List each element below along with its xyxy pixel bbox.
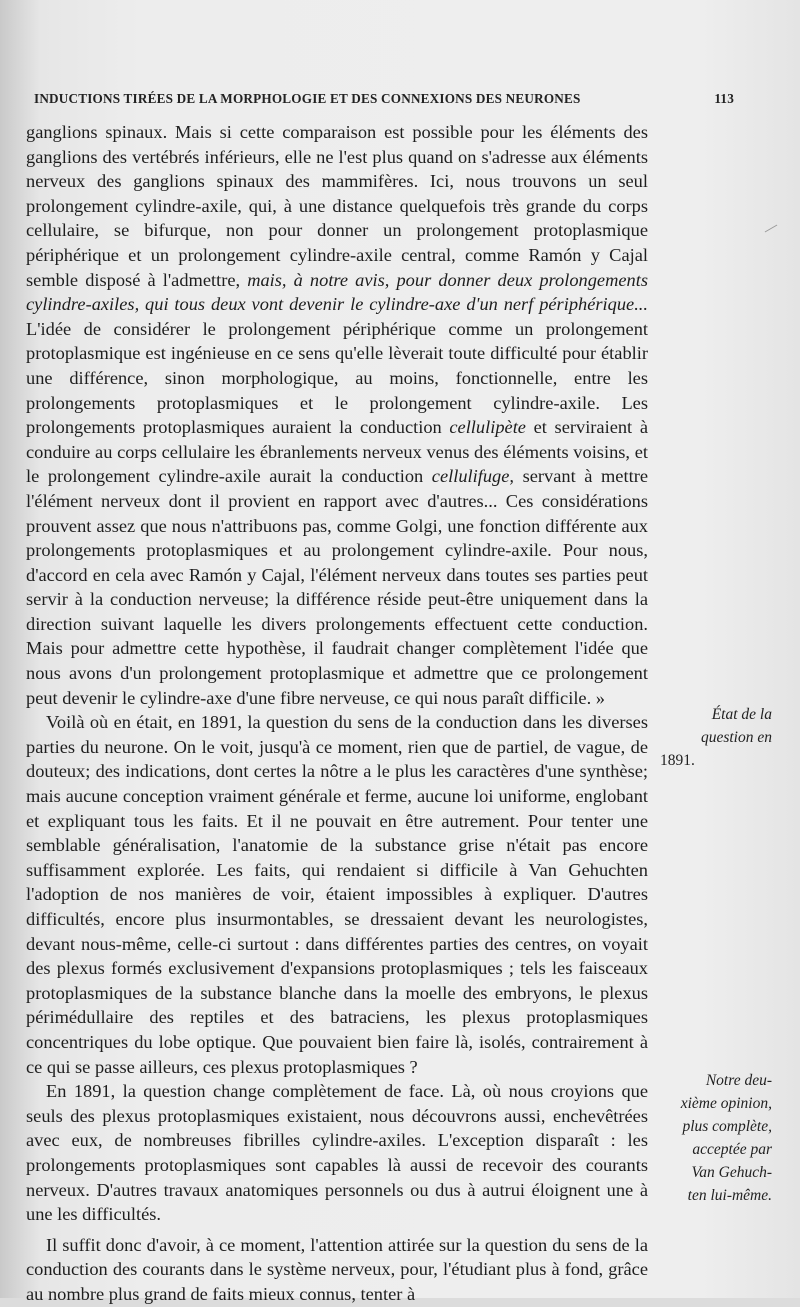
margin-note-1-text: État de la question en xyxy=(700,706,772,746)
page-number: 113 xyxy=(714,91,734,106)
p1-text-d: servant à mettre l'élément nerveux dont il provient en rapport avec d'autres... Ces considérations prouvent assez que nous n'attribuons pas, comme Golgi, une fonction différente aux prolongements protoplasmiques et au prolongement cylindre-axile. Pour nous, d'accord en cela avec Ramón y Cajal, l'élément nerveux dans toutes ses parties peut servir à la conduction nerveuse; la différence réside peut-être uniquement dans la direction suivant laquelle les divers prolongements effectuent cette conduction. Mais pour admettre cette hypothèse, il faudrait changer complètement l'idée que nous avons d'un prolongement protoplasmique et admettre que ce prolongement peut devenir le cylindre-axe d'une fibre nerveuse, ce qui nous paraît difficile. » xyxy=(26,466,648,708)
paragraph-4: Il suffit donc d'avoir, à ce moment, l'attention attirée sur la question du sens de la conduction des courants dans le système nerveux, pour, l'étudiant plus à fond, grâce au nombre plus grand de faits mieux connus, tenter à xyxy=(26,1234,648,1304)
margin-note-opinion xyxy=(660,1069,772,1207)
margin-note-2-line-2: xième opinion, xyxy=(680,1095,772,1112)
p1-italic-1: mais, à notre avis, pour donner deux prolongements cylindre-axiles, qui tous deux vont devenir le cylindre-axe d'un nerf périphérique... xyxy=(26,269,648,315)
margin-note-2-line-6: ten lui-même. xyxy=(687,1187,772,1204)
margin-note-1-year: 1891. xyxy=(660,752,695,769)
paragraph-1 xyxy=(26,120,648,710)
p1-text-b: L'idée de considérer le prolongement périphérique comme un prolongement protoplasmique est ingénieuse en ce sens qu'elle lèverait toute difficulté pour établir une différence, sinon morphologique, au moins, fonctionnelle, entre les prolongements protoplasmiques et le prolongement cylindre-axile. Les prolongements protoplasmiques auraient la conduction xyxy=(26,318,648,438)
paragraph-2: Voilà où en était, en 1891, la question du sens de la conduction dans les diverses parties du neurone. On le voit, jusqu'à ce moment, rien que de partiel, de vague, de douteux; des indications, dont certes la nôtre a le plus les caractères d'une synthèse; mais aucune conception vraiment générale et ferme, aucune loi uniforme, englobant et expliquant tous les faits. Et il ne pouvait en être autrement. Pour tenter une semblable généralisation, l'anatomie de la substance grise n'était pas encore suffisamment explorée. Les faits, qui rendaient si difficile à Van Gehuchten l'adoption de nos manières de voir, étaient impossibles à expliquer. D'autres difficultés, encore plus insurmontables, se dressaient devant les neurologistes, devant nous-même, celle-ci surtout : dans différentes parties des centres, on voyait des plexus formés exclusivement d'expansions protoplasmiques ; tels les faisceaux protoplasmiques de la substance blanche dans la moelle des embryons, le plexus périmédullaire des reptiles et des batraciens, les plexus protoplasmiques concentriques du lobe optique. Que pouvaient bien faire là, isolés, contrairement à ce qui se passe ailleurs, ces plexus protoplasmiques ? xyxy=(26,712,648,1077)
running-header xyxy=(34,91,734,107)
margin-note-2-line-4: acceptée par xyxy=(692,1141,772,1158)
main-text xyxy=(26,120,648,1307)
p1-italic-3: cellulifuge, xyxy=(431,466,515,487)
margin-note-etat xyxy=(660,703,772,772)
margin-note-2-line-1: Notre deu- xyxy=(705,1072,772,1089)
p1-italic-2: cellulipète xyxy=(449,417,526,438)
header-title: INDUCTIONS TIRÉES DE LA MORPHOLOGIE ET DES CONNEXIONS DES NEURONES xyxy=(34,91,581,106)
margin-note-2-line-5: Van Gehuch- xyxy=(691,1164,772,1181)
margin-note-2-line-3: plus complète, xyxy=(682,1118,772,1135)
scan-edge-mark xyxy=(765,225,778,233)
p1-text-c: et serviraient à conduire au corps cellulaire les ébranlements nerveux venus des éléments voisins, et le prolongement cylindre-axile aurait la conduction xyxy=(26,417,648,487)
p1-text-a: ganglions spinaux. Mais si cette comparaison est possible pour les éléments des ganglions des vertébrés inférieurs, elle ne l'est plus quand on s'adresse aux éléments nerveux des ganglions spinaux des mammifères. Ici, nous trouvons un seul prolongement cylindre-axile, qui, à une distance quelquefois très grande du corps cellulaire, se bifurque, non pour donner un prolongement protoplasmique périphérique et un prolongement cylindre-axile central, comme Ramón y Cajal semble disposé à l'admettre, xyxy=(26,122,648,290)
paragraph-3: En 1891, la question change complètement de face. Là, où nous croyions que seuls des plexus protoplasmiques existaient, nous découvrons aussi, enchevêtrées avec eux, de nombreuses fibrilles cylindre-axiles. L'exception disparaît : les prolongements protoplasmiques sont capables là aussi de recevoir des courants nerveux. D'autres travaux anatomiques personnels ou dus à autrui éloignent une à une les difficultés. xyxy=(26,1081,648,1225)
